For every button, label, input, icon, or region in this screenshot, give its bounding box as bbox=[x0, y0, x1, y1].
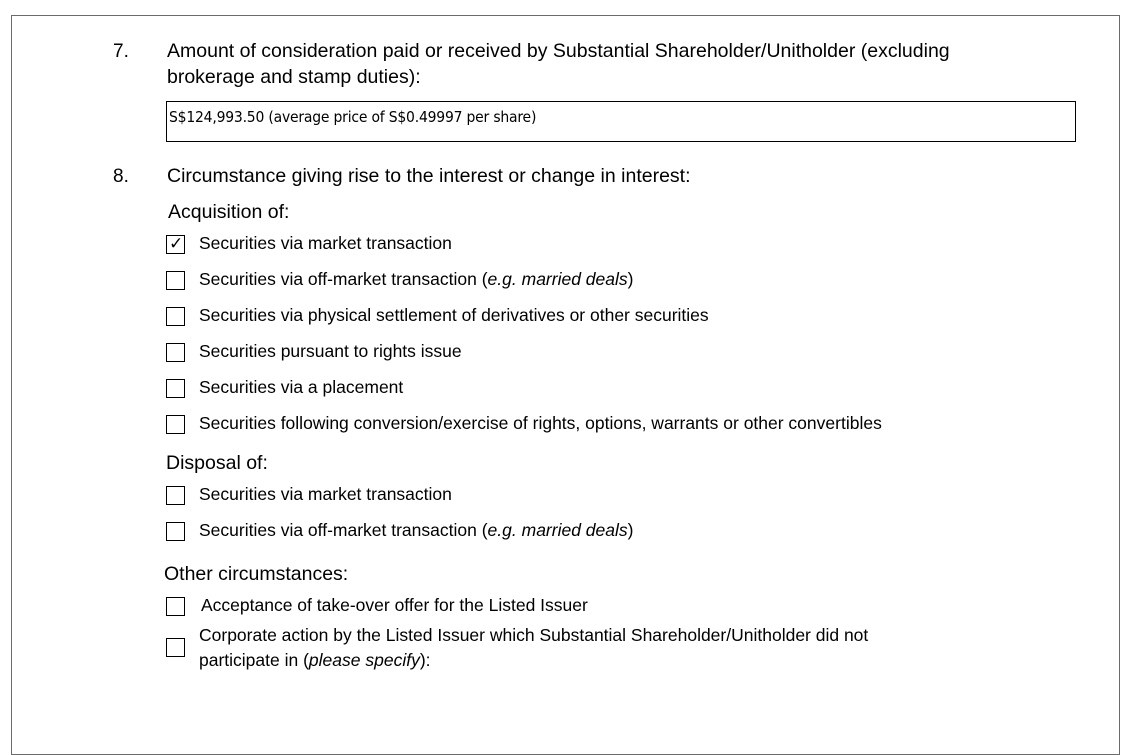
question-8-number: 8. bbox=[113, 166, 129, 187]
acq-rights-issue-label: Securities pursuant to rights issue bbox=[199, 341, 462, 361]
acq-rights-issue-checkbox[interactable] bbox=[166, 343, 185, 362]
acq-physical-settlement-checkbox[interactable] bbox=[166, 307, 185, 326]
other-takeover-checkbox[interactable] bbox=[166, 597, 185, 616]
question-8-text: Circumstance giving rise to the interest or change in interest: bbox=[167, 165, 691, 187]
corporate-action-line2: participate in (please specify): bbox=[199, 650, 431, 670]
acq-market-transaction-label: Securities via market transaction bbox=[199, 233, 452, 253]
disp-market-transaction-label: Securities via market transaction bbox=[199, 484, 452, 504]
acq-off-market-label: Securities via off-market transaction (e.g. married deals) bbox=[199, 269, 634, 289]
question-7-text-line1: Amount of consideration paid or received by Substantial Shareholder/Unitholder (excluding bbox=[167, 40, 950, 62]
corporate-action-line1: Corporate action by the Listed Issuer which Substantial Shareholder/Unitholder did not bbox=[199, 625, 869, 645]
consideration-answer-value: S$124,993.50 (average price of S$0.49997 per share) bbox=[169, 108, 537, 126]
acq-off-market-checkbox[interactable] bbox=[166, 271, 185, 290]
acq-placement-label: Securities via a placement bbox=[199, 377, 404, 397]
other-takeover-label: Acceptance of take-over offer for the Listed Issuer bbox=[201, 595, 588, 615]
disp-off-market-checkbox[interactable] bbox=[166, 522, 185, 541]
disp-off-market-label: Securities via off-market transaction (e.g. married deals) bbox=[199, 520, 634, 540]
other-corporate-action-label bbox=[199, 623, 999, 673]
disposal-heading: Disposal of: bbox=[166, 452, 268, 474]
acq-placement-checkbox[interactable] bbox=[166, 379, 185, 398]
acquisition-heading: Acquisition of: bbox=[168, 201, 290, 223]
disp-market-transaction-checkbox[interactable] bbox=[166, 486, 185, 505]
other-circumstances-heading: Other circumstances: bbox=[164, 563, 349, 585]
consideration-answer-field[interactable] bbox=[166, 101, 1076, 142]
acq-conversion-checkbox[interactable] bbox=[166, 415, 185, 434]
question-7-text-line2: brokerage and stamp duties): bbox=[167, 66, 421, 88]
acq-physical-settlement-label: Securities via physical settlement of derivatives or other securities bbox=[199, 305, 709, 325]
check-mark-icon: ✓ bbox=[169, 234, 184, 254]
question-7-number: 7. bbox=[113, 41, 129, 62]
other-corporate-action-checkbox[interactable] bbox=[166, 638, 185, 657]
acq-market-transaction-checkbox[interactable] bbox=[166, 235, 185, 254]
acq-conversion-label: Securities following conversion/exercise of rights, options, warrants or other convertibles bbox=[199, 413, 882, 433]
